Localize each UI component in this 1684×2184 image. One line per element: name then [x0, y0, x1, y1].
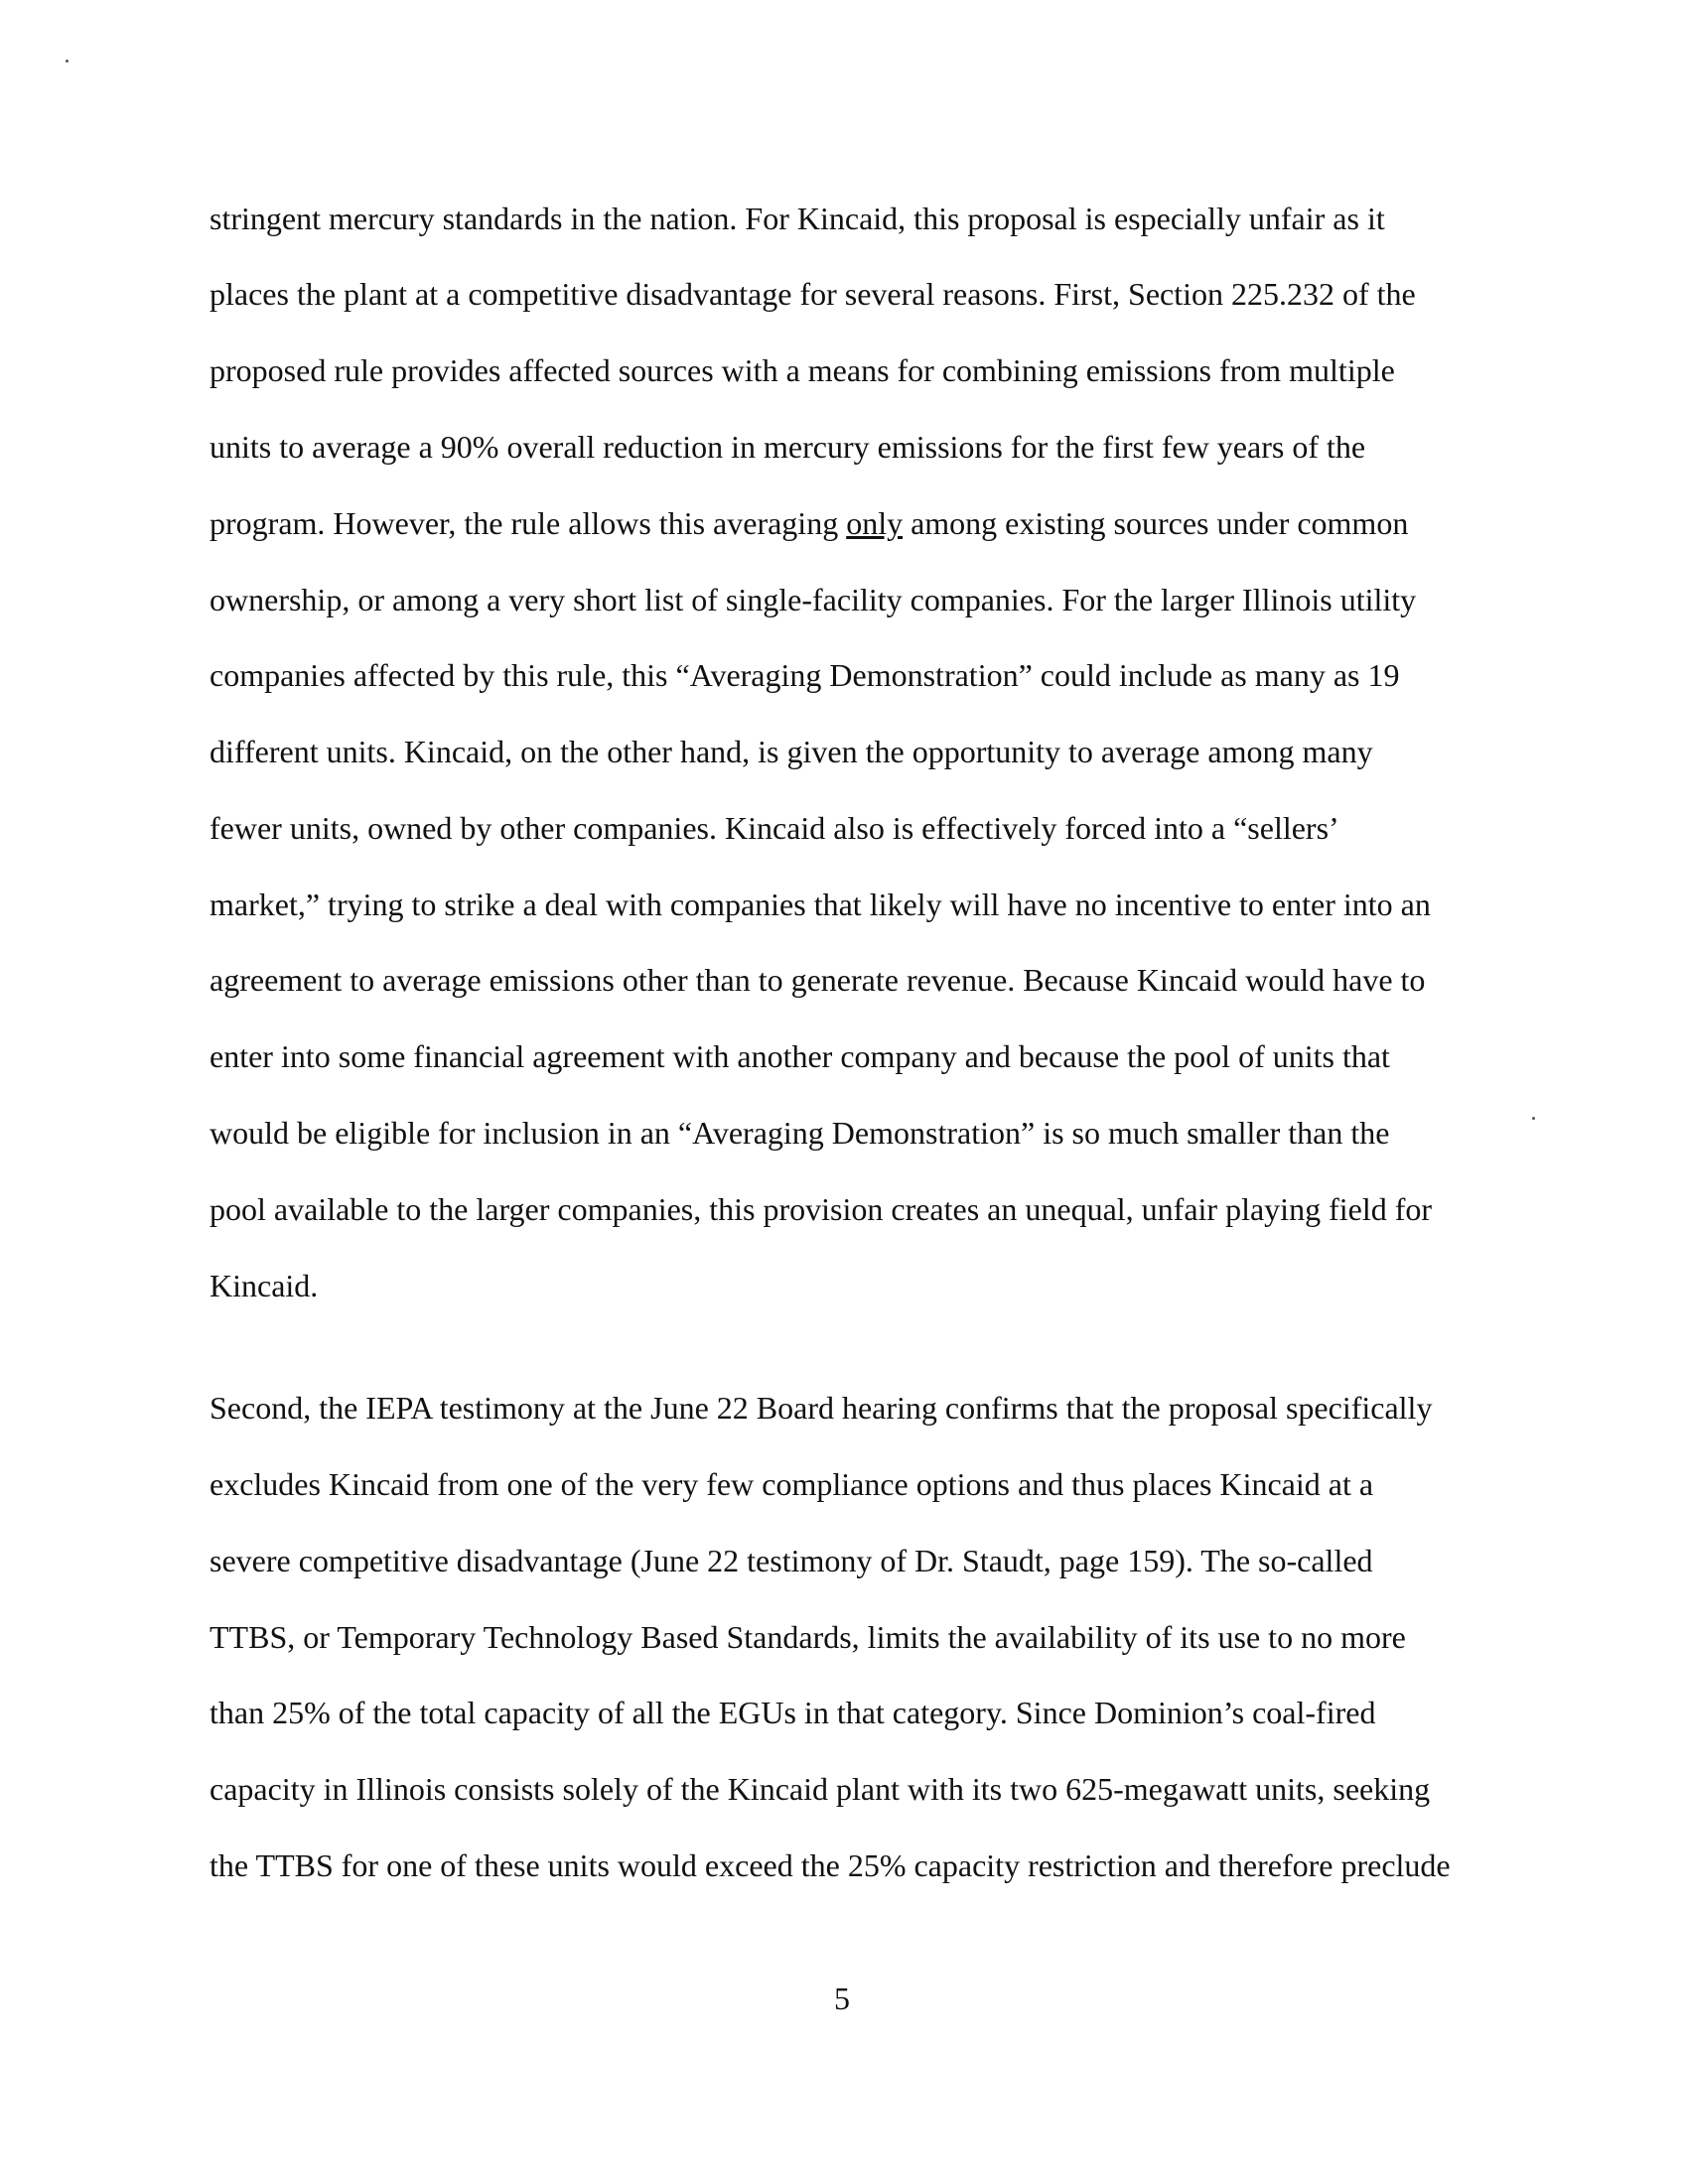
- paragraph-2-line-4: TTBS, or Temporary Technology Based Standards, limits the availability of its use to no more: [210, 1619, 1406, 1655]
- paragraph-1-line-7: companies affected by this rule, this “Averaging Demonstration” could include as many as 19: [210, 657, 1400, 693]
- underlined-only: only: [846, 505, 904, 541]
- paragraph-1-line-3: proposed rule provides affected sources with a means for combining emissions from multiple: [210, 352, 1395, 388]
- paragraph-1-line-14: pool available to the larger companies, this provision creates an unequal, unfair playing field for: [210, 1191, 1433, 1227]
- paragraph-1-line-10: market,” trying to strike a deal with companies that likely will have no incentive to enter into an: [210, 887, 1431, 922]
- paragraph-1-line-13: would be eligible for inclusion in an “Averaging Demonstration” is so much smaller than the: [210, 1115, 1390, 1151]
- paragraph-1-line-1: stringent mercury standards in the nation. For Kincaid, this proposal is especially unfair as it: [210, 201, 1385, 236]
- paragraph-1-line-15: Kincaid.: [210, 1268, 319, 1303]
- paragraph-2-line-5: than 25% of the total capacity of all the EGUs in that category. Since Dominion’s coal-fired: [210, 1695, 1376, 1730]
- paragraph-2-line-6: capacity in Illinois consists solely of the Kincaid plant with its two 625-megawatt units, seeking: [210, 1771, 1431, 1807]
- scan-speck: [1532, 1117, 1535, 1120]
- paragraph-2-line-3: severe competitive disadvantage (June 22 testimony of Dr. Staudt, page 159). The so-called: [210, 1543, 1373, 1578]
- paragraph-1-line-4: units to average a 90% overall reduction in mercury emissions for the first few years of the: [210, 429, 1366, 465]
- paragraph-2-line-2: excludes Kincaid from one of the very few compliance options and thus places Kincaid at a: [210, 1466, 1374, 1502]
- paragraph-1-line-12: enter into some financial agreement with another company and because the pool of units that: [210, 1038, 1390, 1074]
- line-5-text-after: among existing sources under common: [903, 505, 1409, 541]
- paragraph-1-line-8: different units. Kincaid, on the other hand, is given the opportunity to average among many: [210, 734, 1373, 769]
- paragraph-1-line-6: ownership, or among a very short list of single-facility companies. For the larger Illinois utility: [210, 582, 1417, 617]
- paragraph-2-line-7: the TTBS for one of these units would exceed the 25% capacity restriction and therefore preclude: [210, 1847, 1451, 1883]
- paragraph-1-line-5: [210, 503, 1408, 543]
- line-5-text-before: program. However, the rule allows this averaging: [210, 505, 847, 541]
- paragraph-1-line-9: fewer units, owned by other companies. Kincaid also is effectively forced into a “sellers’: [210, 810, 1339, 846]
- paragraph-2-line-1: Second, the IEPA testimony at the June 22 Board hearing confirms that the proposal specifically: [210, 1390, 1433, 1426]
- page-number: 5: [834, 1980, 850, 2016]
- scan-speck: [66, 60, 69, 63]
- paragraph-1-line-11: agreement to average emissions other than to generate revenue. Because Kincaid would have to: [210, 962, 1426, 998]
- paragraph-1-line-2: places the plant at a competitive disadvantage for several reasons. First, Section 225.232 of the: [210, 276, 1416, 312]
